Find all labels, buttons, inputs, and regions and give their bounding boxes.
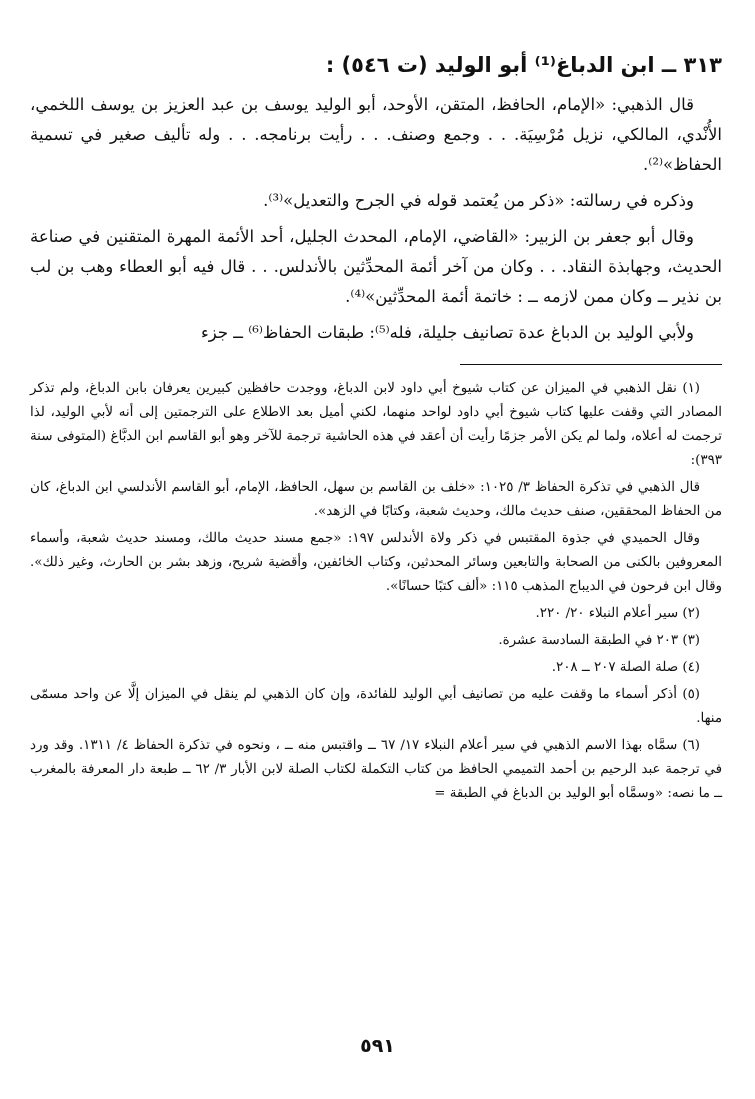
page-number: ٥٩١ [360, 1035, 395, 1057]
footnote-6: (٦) سمَّاه بهذا الاسم الذهبي في سير أعلام النبلاء ١٧/ ٦٧ ــ واقتبس منه ــ ، ونحوه في تذكرة الحفاظ ٤/ ١٣١١. وقد ورد في ترجمة عبد الرحيم بن أحمد التميمي الحافظ من كتاب التكملة لكتاب الصلة لابن الأبار ٣/ ٦٢ ــ طبعة دار المعرفة بالمغرب ــ ما نصه: «وسمَّاه أبو الوليد بن الدباغ في الطبقة = [30, 738, 722, 801]
footnote-separator [460, 364, 722, 365]
paragraph-works: ولأبي الوليد بن الدباغ عدة تصانيف جليلة، فله⁽⁵⁾: طبقات الحفاظ⁽⁶⁾ ــ جزء [201, 323, 694, 342]
footnote-3: (٣) ٢٠٣ في الطبقة السادسة عشرة. [498, 633, 700, 648]
footnote-1-continued-a: قال الذهبي في تذكرة الحفاظ ٣/ ١٠٢٥: «خلف بن القاسم بن سهل، الحافظ، الإمام، أبو القاسم الأندلسي ابن الدباغ، كان من الحفاظ المحققين، صنف حديث مالك، وحديث شعبة، وكتابًا في الزهد». [30, 480, 722, 519]
footnote-2: (٢) سير أعلام النبلاء ٢٠/ ٢٢٠. [535, 606, 700, 621]
paragraph-ibn-zubayr: وقال أبو جعفر بن الزبير: «القاضي، الإمام، المحدث الجليل، أحد الأئمة المهرة المتقنين في صناعة الحديث، وجهابذة النقاد. . . وكان من آخر أئمة المحدِّثين بالأندلس. . . قال فيه أبو العطاء وهب بن لب بن نذير ــ وكان ممن لازمه ــ : خاتمة أئمة المحدِّثين»⁽⁴⁾. [30, 227, 722, 306]
footnote-5: (٥) أذكر أسماء ما وقفت عليه من تصانيف أبي الوليد للفائدة، وإن كان الذهبي لم ينقل في الميزان إلَّا عن واحد مسمّى منها. [30, 687, 722, 726]
paragraph-risala: وذكره في رسالته: «ذكر من يُعتمد قوله في الجرح والتعديل»⁽³⁾. [263, 191, 694, 210]
paragraph-dhahabi: قال الذهبي: «الإمام، الحافظ، المتقن، الأوحد، أبو الوليد يوسف بن عبد العزيز بن يوسف اللخمي، الأُنْدي، المالكي، نزيل مُرْسِيَة. . . وجمع وصنف. . . رأيت برنامجه. . . وله تأليف صغير في تسمية الحفاظ»⁽²⁾. [30, 95, 722, 174]
page-body [30, 50, 722, 809]
footnote-1: (١) نقل الذهبي في الميزان عن كتاب شيوخ أبي داود لابن الدباغ، ووجدت حافظين كبيرين يعرفان بابن الدباغ، ولم تذكر المصادر التي وقفت عليها كتاب شيوخ أبي داود لواحد منهما، لكني أميل بعد الاطلاع على الترجمتين إلى أنه لأبي الوليد، لذا ترجمت له أعلاه، ولما لم يكن الأمر جزمًا رأيت أن أعقد في هذه الحاشية ترجمة للآخر وهو أبو القاسم ابن الدبَّاغ (المتوفى سنة ٣٩٣): [30, 381, 722, 468]
footnote-1-continued-b: وقال الحميدي في جذوة المقتبس في ذكر ولاة الأندلس ١٩٧: «جمع مسند حديث مالك، ومسند حديث شعبة، وأسماء المعروفين بالكنى من الصحابة والتابعين وسائر المحدثين، وكتاب الخائفين، وأقضية شريح، وزهد بشر بن الحارث، وغير ذلك». وقال ابن فرحون في الديباج المذهب ١١٥: «ألف كتبًا حسانًا». [30, 531, 722, 594]
footnote-4: (٤) صلة الصلة ٢٠٧ ــ ٢٠٨. [551, 660, 700, 675]
entry-heading: ٣١٣ ــ ابن الدباغ⁽¹⁾ أبو الوليد (ت ٥٤٦) : [325, 53, 722, 77]
